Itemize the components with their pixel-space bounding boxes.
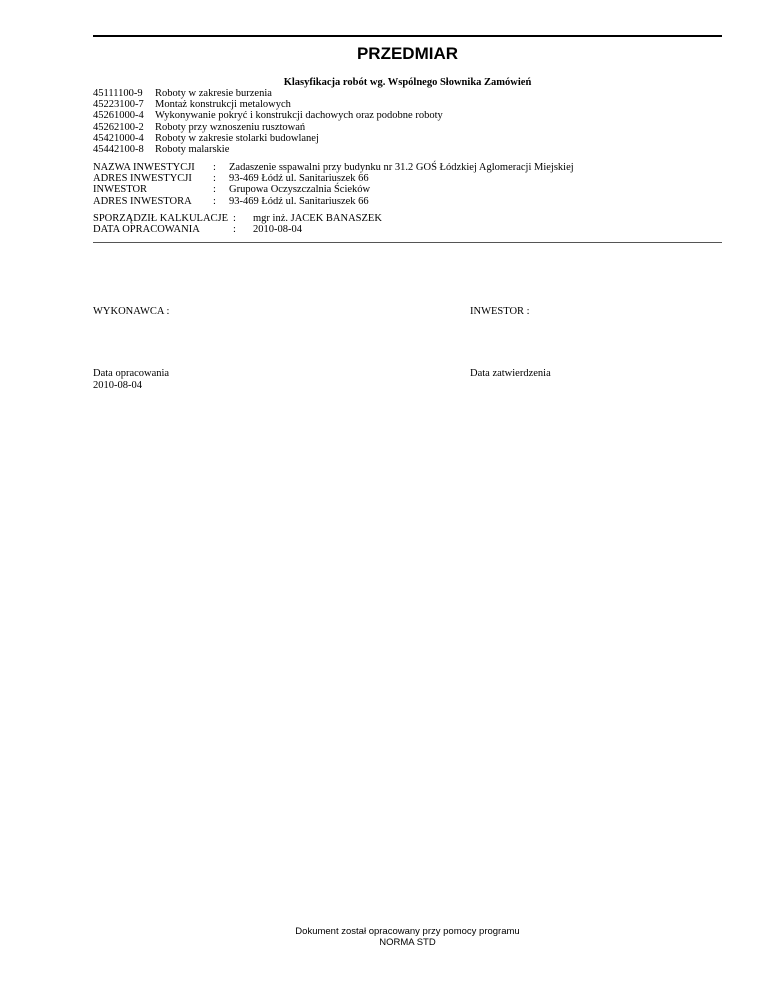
field-label: ADRES INWESTYCJI bbox=[93, 173, 192, 185]
classification-row bbox=[93, 110, 443, 121]
cpv-description: Wykonywanie pokryć i konstrukcji dachowych oraz podobne roboty bbox=[155, 110, 443, 122]
cpv-description: Roboty w zakresie burzenia bbox=[155, 88, 272, 99]
cpv-code: 45421000-4 bbox=[93, 132, 144, 144]
classification-row bbox=[93, 144, 443, 155]
classification-row bbox=[93, 133, 443, 144]
contractor-label: WYKONAWCA : bbox=[93, 306, 170, 317]
field-colon: : bbox=[213, 162, 216, 173]
cpv-code: 45111100-9 bbox=[93, 88, 143, 99]
field-value: 2010-08-04 bbox=[253, 224, 302, 236]
bottom-rule bbox=[93, 242, 722, 243]
cpv-description: Roboty w zakresie stolarki budowlanej bbox=[155, 132, 319, 144]
classification-row bbox=[93, 99, 443, 110]
field-colon: : bbox=[213, 195, 216, 207]
preparation-date-label: Data opracowania bbox=[93, 368, 170, 379]
field-label: NAZWA INWESTYCJI bbox=[93, 162, 195, 173]
investment-row bbox=[93, 162, 574, 173]
field-colon: : bbox=[233, 224, 236, 236]
cpv-code: 45442100-8 bbox=[93, 144, 144, 156]
cpv-description: Roboty malarskie bbox=[155, 144, 230, 156]
preparation-row bbox=[93, 213, 382, 224]
classification-heading: Klasyfikacja robót wg. Wspólnego Słownika Zamówień bbox=[283, 77, 532, 88]
footer-line-1: Dokument został opracowany przy pomocy programu bbox=[295, 926, 520, 937]
field-colon: : bbox=[213, 173, 216, 185]
field-label: ADRES INWESTORA bbox=[93, 195, 192, 207]
top-rule bbox=[93, 35, 722, 37]
preparation-date-block bbox=[93, 368, 169, 391]
footer bbox=[93, 927, 722, 948]
field-value: Grupowa Oczyszczalnia Ścieków bbox=[229, 184, 371, 196]
investment-row bbox=[93, 196, 574, 207]
field-value: 93-469 Łódź ul. Sanitariuszek 66 bbox=[229, 173, 369, 185]
classification-row bbox=[93, 122, 443, 133]
investor-label: INWESTOR : bbox=[470, 306, 530, 317]
field-label: DATA OPRACOWANIA bbox=[93, 224, 200, 236]
field-value: 93-469 Łódź ul. Sanitariuszek 66 bbox=[229, 195, 369, 207]
cpv-description: Montaż konstrukcji metalowych bbox=[155, 99, 291, 111]
document-title: PRZEDMIAR bbox=[356, 44, 459, 63]
field-colon: : bbox=[213, 184, 216, 196]
investment-row bbox=[93, 184, 574, 195]
preparation-row bbox=[93, 224, 382, 235]
field-value: mgr inż. JACEK BANASZEK bbox=[253, 213, 382, 224]
cpv-code: 45262100-2 bbox=[93, 121, 144, 133]
cpv-description: Roboty przy wznoszeniu rusztowań bbox=[155, 121, 306, 133]
approval-date-label: Data zatwierdzenia bbox=[470, 368, 551, 379]
field-label: SPORZĄDZIŁ KALKULACJE bbox=[93, 213, 229, 224]
field-label: INWESTOR bbox=[93, 184, 148, 196]
investment-row bbox=[93, 173, 574, 184]
field-value: Zadaszenie sspawalni przy budynku nr 31.2 GOŚ Łódzkiej Aglomeracji Miejskiej bbox=[229, 162, 574, 173]
footer-line-2: NORMA STD bbox=[379, 936, 436, 948]
cpv-code: 45261000-4 bbox=[93, 110, 144, 122]
preparation-date-value: 2010-08-04 bbox=[93, 379, 142, 391]
classification-row bbox=[93, 88, 443, 99]
preparation-info bbox=[93, 213, 382, 235]
cpv-code: 45223100-7 bbox=[93, 99, 144, 111]
field-colon: : bbox=[233, 213, 236, 224]
classification-list bbox=[93, 88, 443, 155]
investment-info bbox=[93, 162, 574, 207]
